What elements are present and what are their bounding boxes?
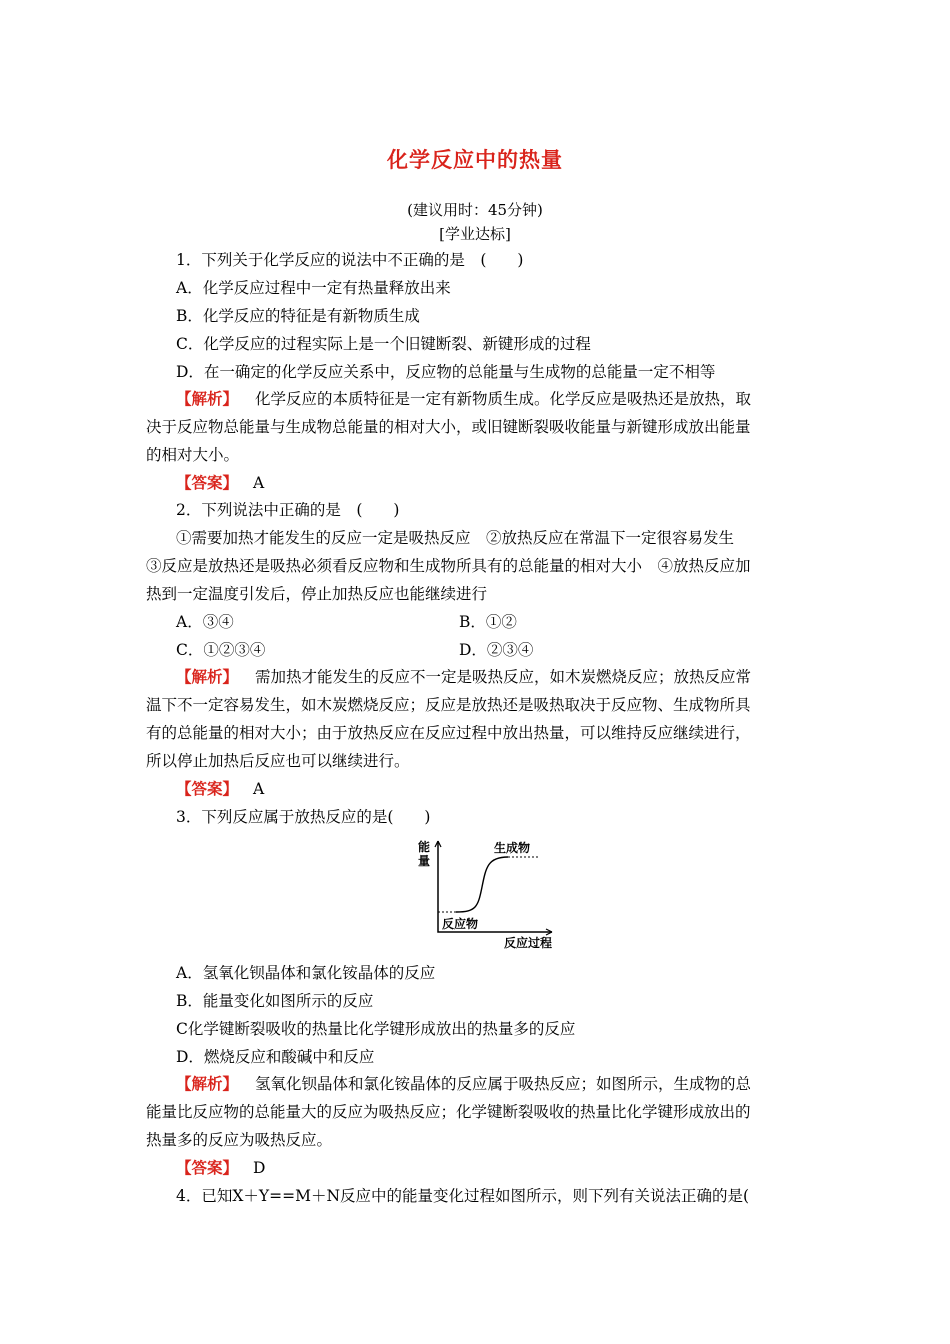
q2-option-b: B．①②: [459, 613, 517, 631]
q2-answer: [176, 777, 840, 799]
q1-option-c: C．化学反应的过程实际上是一个旧键断裂、新键形成的过程: [176, 335, 591, 353]
q2-analysis-line-3: 有的总能量的相对大小；由于放热反应在反应过程中放出热量，可以维持反应继续进行，: [146, 724, 751, 742]
q2-option-a: A．③④: [176, 613, 234, 631]
q1-analysis-line-2: 决于反应物总能量与生成物总能量的相对大小，或旧键断裂吸收能量与新键形成放出能量: [146, 418, 751, 436]
analysis-text: 氢氧化钡晶体和氯化铵晶体的反应属于吸热反应；如图所示，生成物的总: [254, 1075, 751, 1093]
answer-tag: 【答案】: [176, 780, 239, 798]
q1-analysis-line-1: [176, 387, 810, 409]
q1-answer: [176, 471, 840, 493]
q2-body-line-1: ①需要加热才能发生的反应一定是吸热反应 ②放热反应在常温下一定很容易发生: [176, 529, 735, 547]
analysis-tag: 【解析】: [176, 668, 239, 686]
q1-option-b: B．化学反应的特征是有新物质生成: [176, 307, 420, 325]
answer-value: D: [252, 1159, 266, 1177]
q2-analysis-line-4: 所以停止加热后反应也可以继续进行。: [146, 752, 410, 770]
q3-option-a: A．氢氧化钡晶体和氯化铵晶体的反应: [176, 964, 436, 982]
energy-curve: [456, 857, 508, 912]
q2-option-d: D．②③④: [459, 641, 534, 659]
product-label: 生成物: [494, 841, 531, 855]
q3-analysis-line-3: 热量多的反应为吸热反应。: [146, 1131, 333, 1149]
q3-analysis-line-1: [176, 1072, 810, 1094]
q3-answer: [176, 1156, 840, 1178]
energy-diagram: [412, 835, 568, 953]
analysis-tag: 【解析】: [176, 1075, 239, 1093]
q1-option-a: A．化学反应过程中一定有热量释放出来: [176, 279, 451, 297]
q2-option-c: C．①②③④: [176, 641, 266, 659]
q2-body-line-3: 热到一定温度引发后，停止加热反应也能继续进行: [146, 585, 488, 603]
q3-analysis-line-2: 能量比反应物的总能量大的反应为吸热反应；化学键断裂吸收的热量比化学键形成放出的: [146, 1103, 751, 1121]
y-axis-label-2: 量: [418, 854, 431, 868]
reactant-label: 反应物: [442, 917, 479, 931]
q2-stem: 2．下列说法中正确的是 ( ): [176, 501, 400, 519]
answer-tag: 【答案】: [176, 1159, 239, 1177]
q3-stem: 3．下列反应属于放热反应的是( ): [176, 808, 431, 826]
page-title: 化学反应中的热量: [387, 148, 563, 172]
section-heading: [学业达标]: [439, 225, 511, 243]
answer-tag: 【答案】: [176, 474, 239, 492]
q2-analysis-line-2: 温下不一定容易发生，如木炭燃烧反应；反应是放热还是吸热取决于反应物、生成物所具: [146, 696, 751, 714]
q1-option-d: D．在一确定的化学反应关系中，反应物的总能量与生成物的总能量一定不相等: [176, 363, 716, 381]
analysis-text: 化学反应的本质特征是一定有新物质生成。化学反应是吸热还是放热，取: [254, 390, 751, 408]
q4-stem: 4．已知X＋Y==M＋N反应中的能量变化过程如图所示，则下列有关说法正确的是(: [176, 1187, 750, 1205]
time-note: (建议用时：45分钟): [407, 201, 543, 219]
q3-option-d: D．燃烧反应和酸碱中和反应: [176, 1048, 375, 1066]
q1-analysis-line-3: 的相对大小。: [146, 446, 240, 464]
answer-value: A: [252, 474, 265, 492]
q2-body-line-2: ③反应是放热还是吸热必须看反应物和生成物所具有的总能量的相对大小 ④放热反应加: [146, 557, 751, 575]
q2-analysis-line-1: [176, 665, 810, 687]
x-axis-label: 反应过程: [504, 936, 553, 950]
answer-value: A: [252, 780, 265, 798]
y-axis-label-1: 能: [418, 840, 431, 854]
q1-stem: 1．下列关于化学反应的说法中不正确的是 ( ): [176, 251, 524, 269]
q3-option-c: C化学键断裂吸收的热量比化学键形成放出的热量多的反应: [176, 1020, 576, 1038]
q3-option-b: B．能量变化如图所示的反应: [176, 992, 374, 1010]
analysis-text: 需加热才能发生的反应不一定是吸热反应，如木炭燃烧反应；放热反应常: [254, 668, 751, 686]
analysis-tag: 【解析】: [176, 390, 239, 408]
